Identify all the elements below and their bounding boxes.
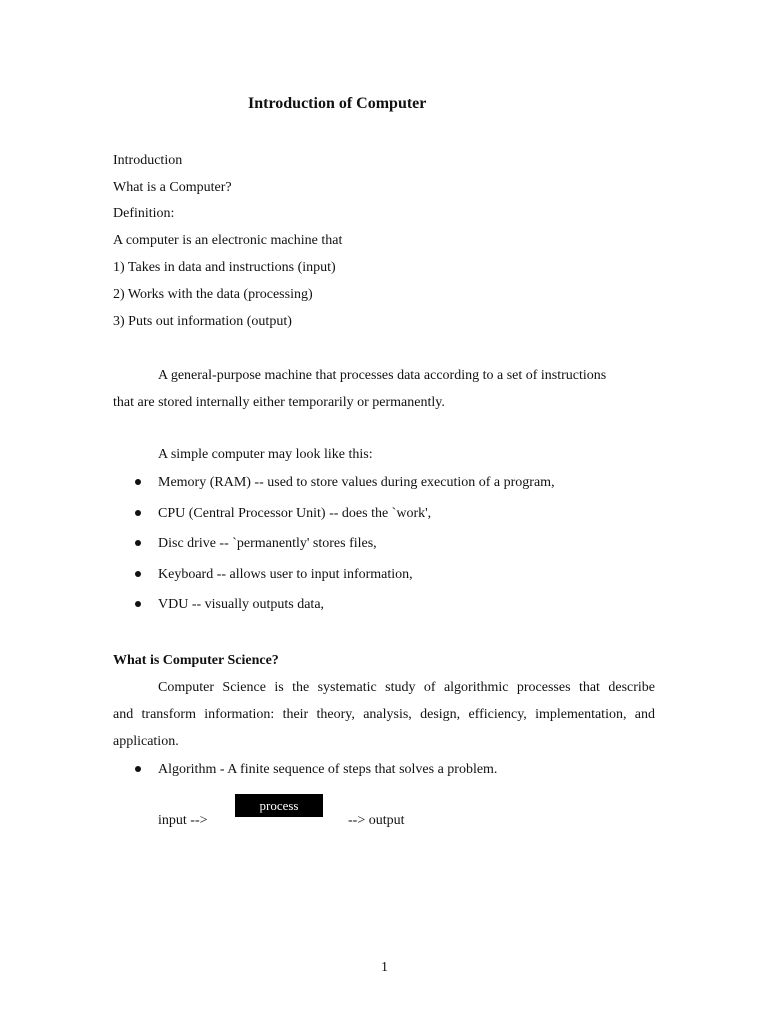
intro-line-6: 2) Works with the data (processing) [113, 287, 313, 302]
bullet-algorithm: Algorithm - A finite sequence of steps that solves a problem. [158, 762, 498, 777]
bullet-disc-drive: Disc drive -- `permanently' stores files, [158, 536, 377, 551]
intro-line-5: 1) Takes in data and instructions (input) [113, 260, 336, 275]
simple-computer-lead: A simple computer may look like this: [158, 447, 373, 462]
intro-line-4: A computer is an electronic machine that [113, 233, 343, 248]
bullet-memory: Memory (RAM) -- used to store values during execution of a program, [158, 475, 555, 490]
diagram-input-label: input --> [158, 813, 208, 828]
cs-line-1: Computer Science is the systematic study of algorithmic processes that describe [158, 680, 655, 695]
bullet-dot [135, 540, 141, 546]
document-title: Introduction of Computer [248, 95, 427, 112]
diagram-process-box: process [235, 794, 323, 817]
bullet-dot [135, 479, 141, 485]
page-number: 1 [381, 960, 388, 975]
bullet-dot [135, 766, 141, 772]
intro-line-3: Definition: [113, 206, 175, 221]
cs-heading: What is Computer Science? [113, 653, 279, 668]
intro-line-7: 3) Puts out information (output) [113, 314, 292, 329]
bullet-keyboard: Keyboard -- allows user to input information, [158, 567, 413, 582]
cs-line-3: application. [113, 734, 179, 749]
diagram-output-label: --> output [348, 813, 405, 828]
bullet-cpu: CPU (Central Processor Unit) -- does the `work', [158, 506, 432, 521]
cs-line-2: and transform information: their theory, analysis, design, efficiency, implementation, and [113, 707, 655, 722]
bullet-vdu: VDU -- visually outputs data, [158, 597, 325, 612]
general-purpose-line-1: A general-purpose machine that processes data according to a set of instructions [158, 368, 607, 383]
intro-line-1: Introduction [113, 153, 183, 168]
bullet-dot [135, 571, 141, 577]
bullet-dot [135, 601, 141, 607]
bullet-dot [135, 510, 141, 516]
intro-line-2: What is a Computer? [113, 180, 232, 195]
general-purpose-line-2: that are stored internally either temporarily or permanently. [113, 395, 445, 410]
